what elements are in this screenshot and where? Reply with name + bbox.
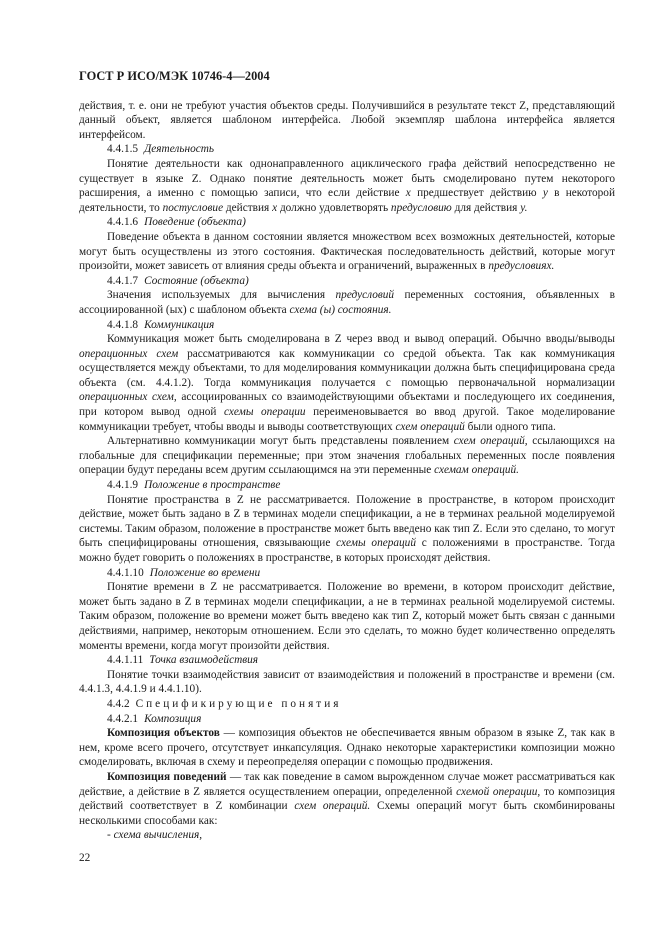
paragraph: Значения используемых для вычисления предусловий переменных состояния, объявленных в ассоциированной (ых) с шаблоном объекта схема (ы) состояния. <box>79 289 615 316</box>
paragraph: Понятие пространства в Z не рассматривается. Положение в пространстве, в котором происходит действие, может быть задано в Z в терминах модели спецификации, а не в терминах реальной моделируемой системы. Таким образом, положение в пространстве может быть введено как тип Z. Если это сделано, то могут быть специфицированы отношения, связывающие схемы операций с положениями в пространстве. Тогда можно будет говорить о положениях в пространстве, в которых происходят действия. <box>79 493 616 564</box>
section-heading-4-4-1-6: 4.4.1.6 Поведение (объекта) <box>107 216 246 229</box>
section-heading-4-4-1-10: 4.4.1.10 Положение во времени <box>107 566 261 579</box>
section-heading-4-4-2-1: 4.4.2.1 Композиция <box>107 712 202 725</box>
paragraph: Коммуникация может быть смоделирована в Z через ввод и вывод операций. Обычно вводы/выводы операционных схем рассматриваются как коммуникации со средой объекта. Так как коммуникация осуществляется между объектами, то для моделирования коммуникации должна быть специфицирована среда объекта (см. 4.4.1.2). Тогда коммуникация получается с помощью первоначальной нормализации операционных схем, ассоциированных со взаимодействующими объектами и последующего их соединения, при котором вывод одной схемы операции переименовывается во ввод другой. Такое моделирование коммуникации требует, чтобы вводы и выводы соответствующих схем операций были одного типа. <box>79 333 615 433</box>
paragraph: действия, т. е. они не требуют участия объектов среды. Получившийся в результате текст Z, представляющий данный объект, является шаблоном интерфейса. Любой экземпляр шаблона интерфейса является интерфейсом. <box>79 99 615 141</box>
paragraph: Композиция поведений — так как поведение в самом вырожденном случае может рассматриваться как действие, а действие в Z является осуществлением операции, определенной схемой операции, то композиция действий соответствует в Z комбинации схем операций. Схемы операций могут быть скомбинированы несколькими способами как: <box>79 770 616 827</box>
section-heading-4-4-1-5: 4.4.1.5 Деятельность <box>107 143 215 156</box>
section-heading-4-4-1-8: 4.4.1.8 Коммуникация <box>107 318 215 331</box>
document-header: ГОСТ Р ИСО/МЭК 10746-4—2004 <box>79 69 270 83</box>
paragraph: Альтернативно коммуникации могут быть представлены появлением схем операций, ссылающихся на глобальные для спецификации переменные; при этом значения глобальных переменных после появления операции будут переданы всем другим ссылающимся на эти переменные схемам операций. <box>79 435 615 477</box>
section-heading-4-4-2: 4.4.2 Спецификирующие понятия <box>107 697 342 710</box>
paragraph: Композиция объектов — композиция объектов не обеспечивается явным образом в языке Z, так как в нем, кроме всего прочего, отсутствует инкапсуляция. Однако некоторые характеристики композиции можно смоделировать, включая в схему и переопределяя операции с помощью продвижения. <box>79 727 615 769</box>
list-item: - схема вычисления, <box>107 829 203 842</box>
paragraph: Поведение объекта в данном состоянии является множеством всех возможных деятельностей, которые могут быть осуществлены из этого состояния. Фактическая последовательность действий, которые могут произойти, может зависеть от влияния среды объекта и ограничений, выраженных в предусловиях. <box>79 230 615 273</box>
section-heading-4-4-1-7: 4.4.1.7 Состояние (объекта) <box>107 274 249 287</box>
paragraph: Понятие времени в Z не рассматривается. Положение во времени, в котором происходит действие, может быть задано в Z в терминах модели спецификации, а не в терминах реальной моделируемой системы. Таким образом, положение во времени может быть введено как тип Z, который может быть связан с данными действиями, например, некоторым отношением. Если это сделать, то можно будет количественно определять моменты времени, когда могут произойти действия. <box>79 581 615 652</box>
paragraph: Понятие деятельности как однонаправленного ациклического графа действий непосредственно не существует в языке Z. Однако понятие деятельность может быть смоделировано путем некоторого расширения, а именно с помощью записи, что если действие x предшествует действию y в некоторой деятельности, то постусловие действия x должно удовлетворять предусловию для действия y. <box>79 157 615 214</box>
paragraph: Понятие точки взаимодействия зависит от взаимодействия и положений в пространстве и времени (см. 4.4.1.3, 4.4.1.9 и 4.4.1.10). <box>79 668 615 696</box>
section-heading-4-4-1-11: 4.4.1.11 Точка взаимодействия <box>107 654 259 667</box>
page-number: 22 <box>79 852 91 864</box>
section-heading-4-4-1-9: 4.4.1.9 Положение в пространстве <box>107 479 281 492</box>
